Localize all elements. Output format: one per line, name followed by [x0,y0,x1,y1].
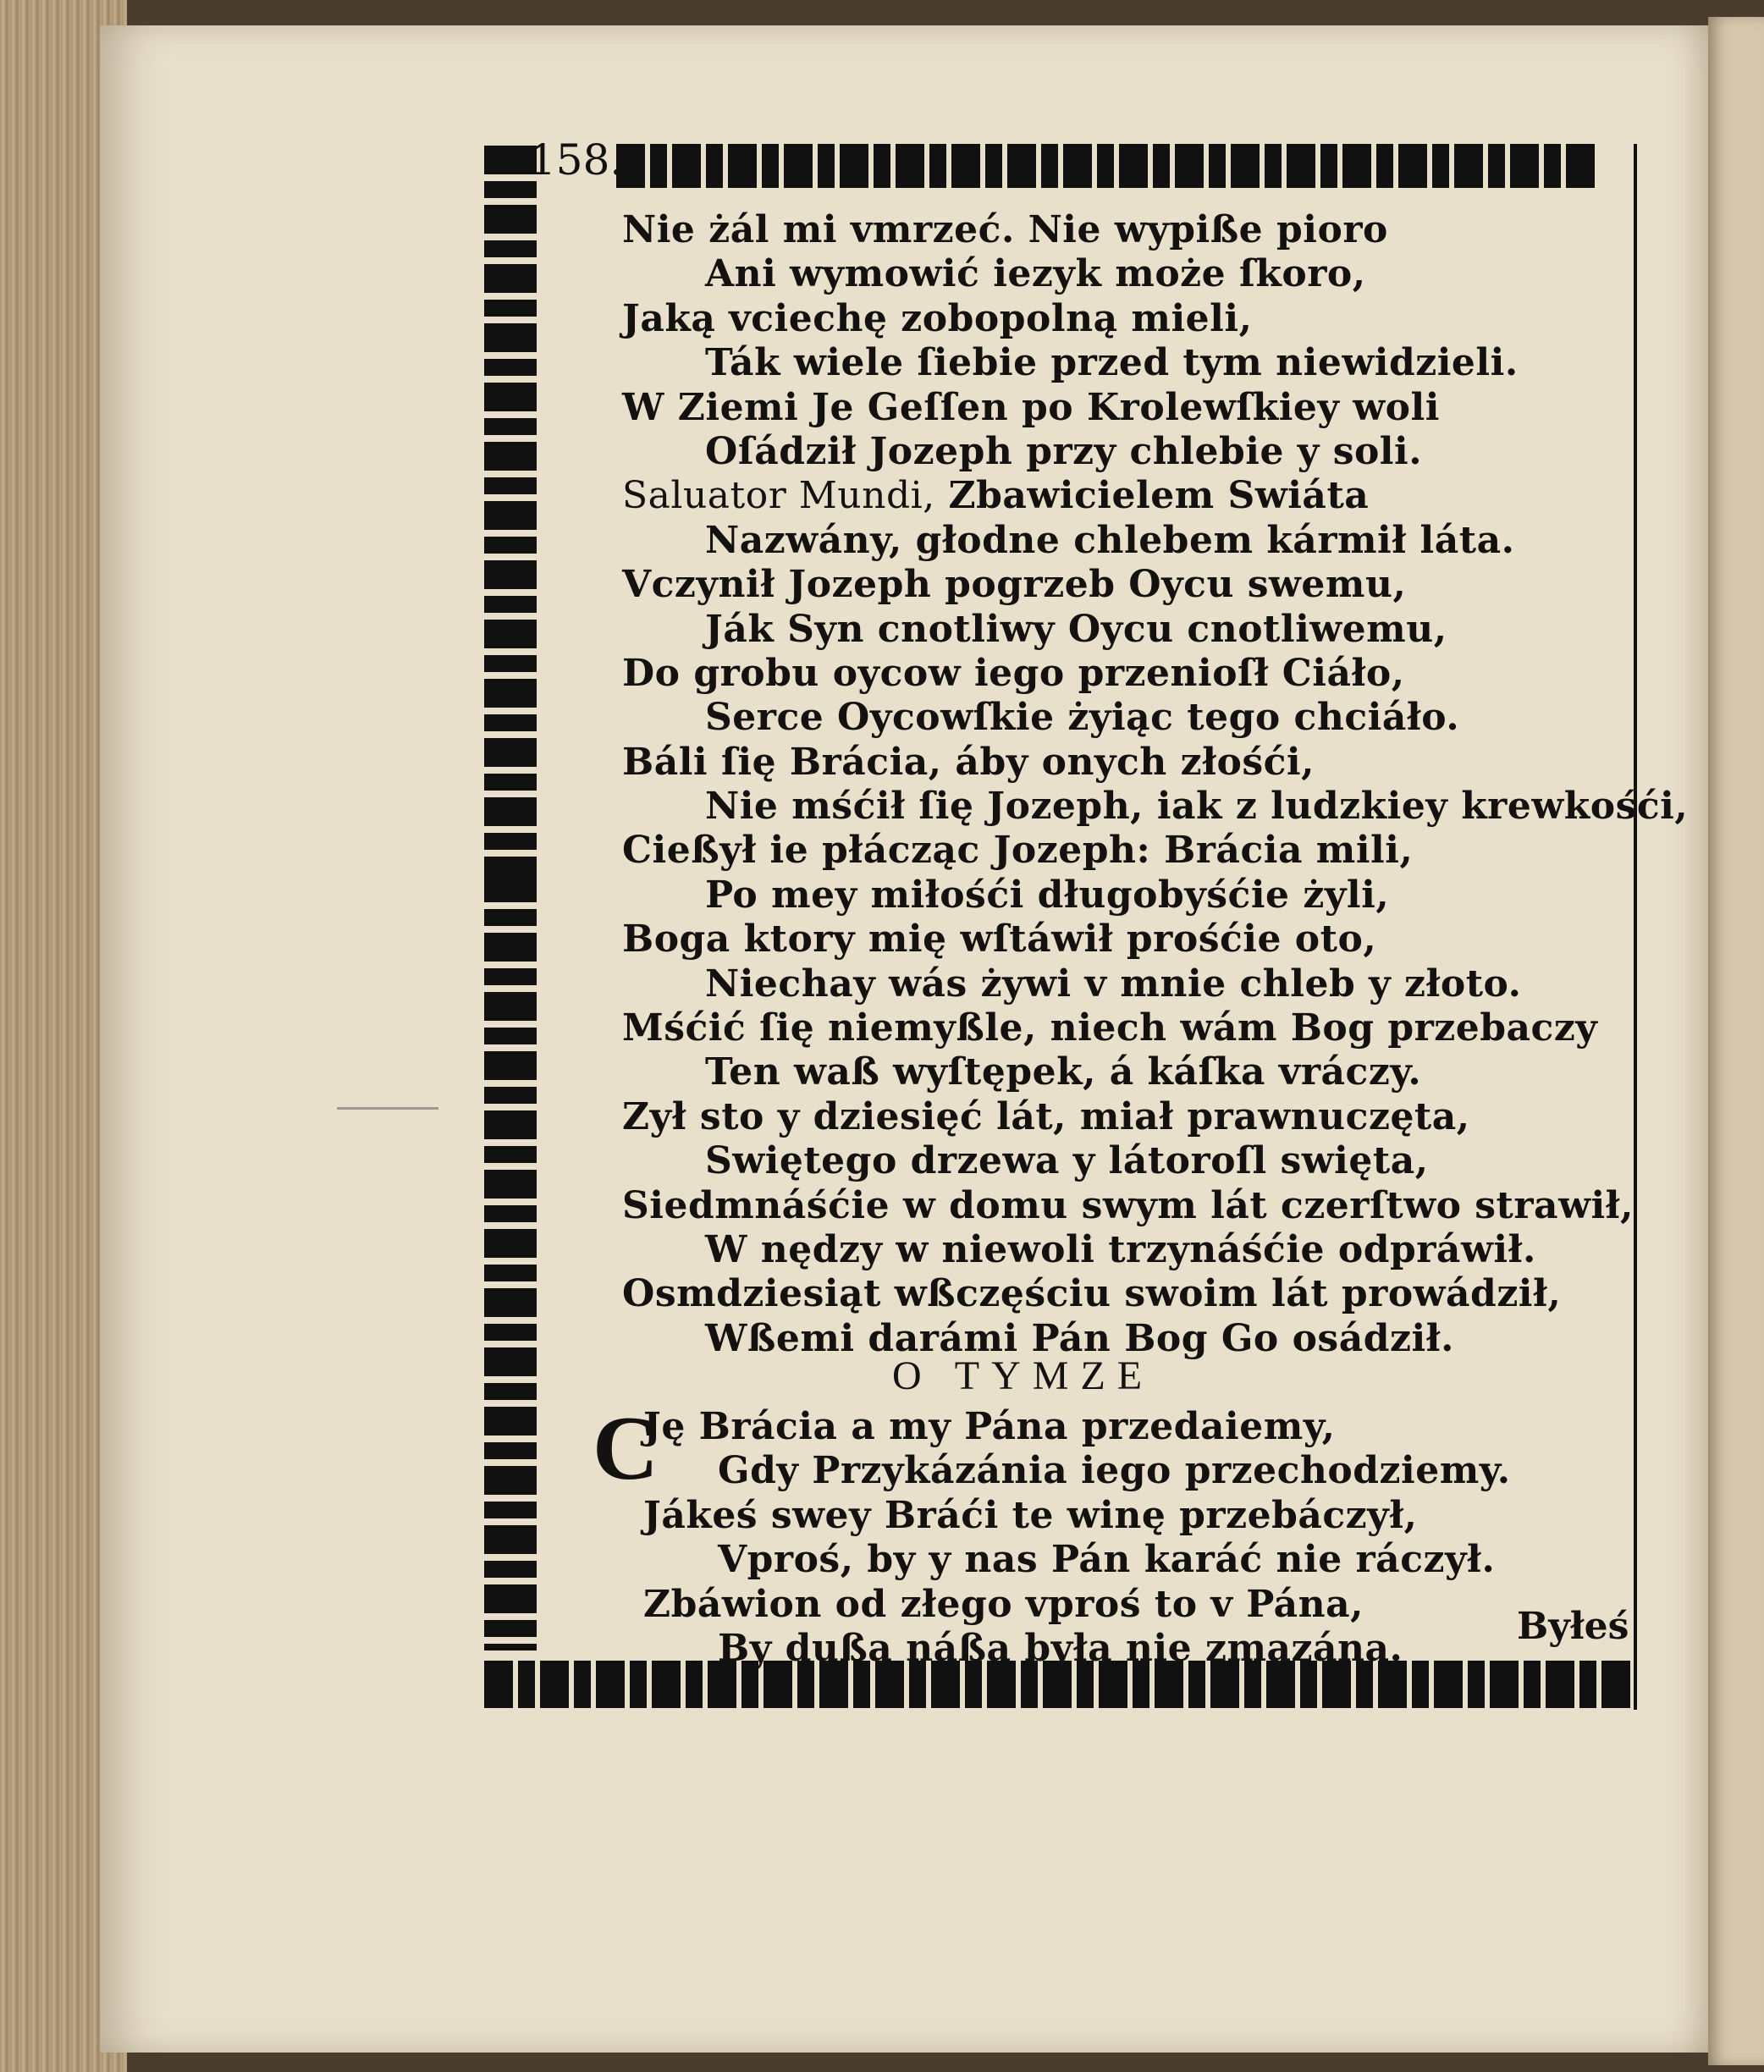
page-number: 158. [529,135,624,185]
verse-line: Vczynił Jozeph pogrzeb Oycu swemu, [622,563,1407,607]
catchword: Byłeś [1517,1605,1629,1648]
verse-line: Báli ſię Brácia, áby onych złośći, [622,740,1315,784]
verse-line: Mśćić ſię niemyßle, niech wám Bog przebaczy [622,1006,1598,1050]
verse-line: Swiętego drzewa y látoroſl swięta, [705,1139,1429,1183]
verse-line: W Ziemi Je Geſſen po Krolewſkiey woli [622,385,1440,429]
section-heading: O TYMZE [892,1353,1155,1398]
verse-line: Do grobu oycow iego przenioſł Ciáło, [622,651,1405,695]
stray-mark [337,1107,438,1110]
verse-line: Ję Brácia a my Pána przedaiemy, [643,1405,1336,1448]
verse-line: Po mey miłośći długobyśćie żyli, [705,873,1390,917]
verse-line: Oſádził Jozeph przy chlebie y soli. [705,429,1423,473]
verse-line: Boga ktory mię wſtáwił prośćie oto, [622,918,1377,962]
verse-line: Wßemi darámi Pán Bog Go osádził. [705,1316,1454,1360]
verse-line: Ják Syn cnotliwy Oycu cnotliwemu, [705,607,1447,651]
verse-line: W nędzy w niewoli trzynáśćie odpráwił. [705,1227,1536,1271]
verse-line: Nie żál mi vmrzeć. Nie wypiße pioro [622,208,1388,251]
verse-line: Vproś, by y nas Pán karáć nie ráczył. [718,1538,1496,1582]
verse-line: Cießył ie płácząc Jozeph: Brácia mili, [622,829,1414,873]
verse-line: Ten waß wyſtępek, á káſka vráczy. [705,1050,1422,1094]
verse-block [622,208,1689,1361]
verse-line: Siedmnáśćie w domu swym lát czerſtwo strawił, [622,1183,1634,1227]
verse-line: Nazwány, głodne chlebem kármił láta. [705,518,1515,562]
verse-line: Ták wiele ſiebie przed tym niewidzieli. [705,341,1519,385]
verse-line: Saluator Mundi, Zbawicielem Swiáta [622,474,1370,518]
ornament-border-left [484,146,537,873]
verse-line: Ani wymowić iezyk może ſkoro, [705,252,1366,296]
verse-line: By dußa náßa była nie zmazána. [718,1626,1403,1670]
verse-line: Jákeś swey Bráći te winę przebáczył, [643,1493,1418,1537]
verse-line: Osmdziesiąt wßczęściu swoim lát prowádził, [622,1272,1562,1316]
drop-cap: C [593,1398,659,1499]
ornament-border-left-lower [484,873,537,1650]
verse-block-2 [643,1405,1617,1671]
verse-line: Zył sto y dziesięć lát, miał prawnuczęta, [622,1094,1470,1138]
verse-line: Nie mśćił ſię Jozeph, iak z ludzkiey krewkośći, [705,785,1689,829]
verse-line: Gdy Przykázánia iego przechodziemy. [718,1449,1511,1493]
verse-line: Zbáwion od złego vproś to v Pána, [643,1582,1364,1626]
verse-line: Jaką vciechę zobopolną mieli, [622,296,1253,340]
verse-line: Serce Oycowſkie żyiąc tego chciáło. [705,696,1460,740]
verse-line: Niechay wás żywi v mnie chleb y złoto. [705,962,1522,1006]
next-page-edge [1708,17,1764,2065]
ornament-border-top [616,144,1600,188]
